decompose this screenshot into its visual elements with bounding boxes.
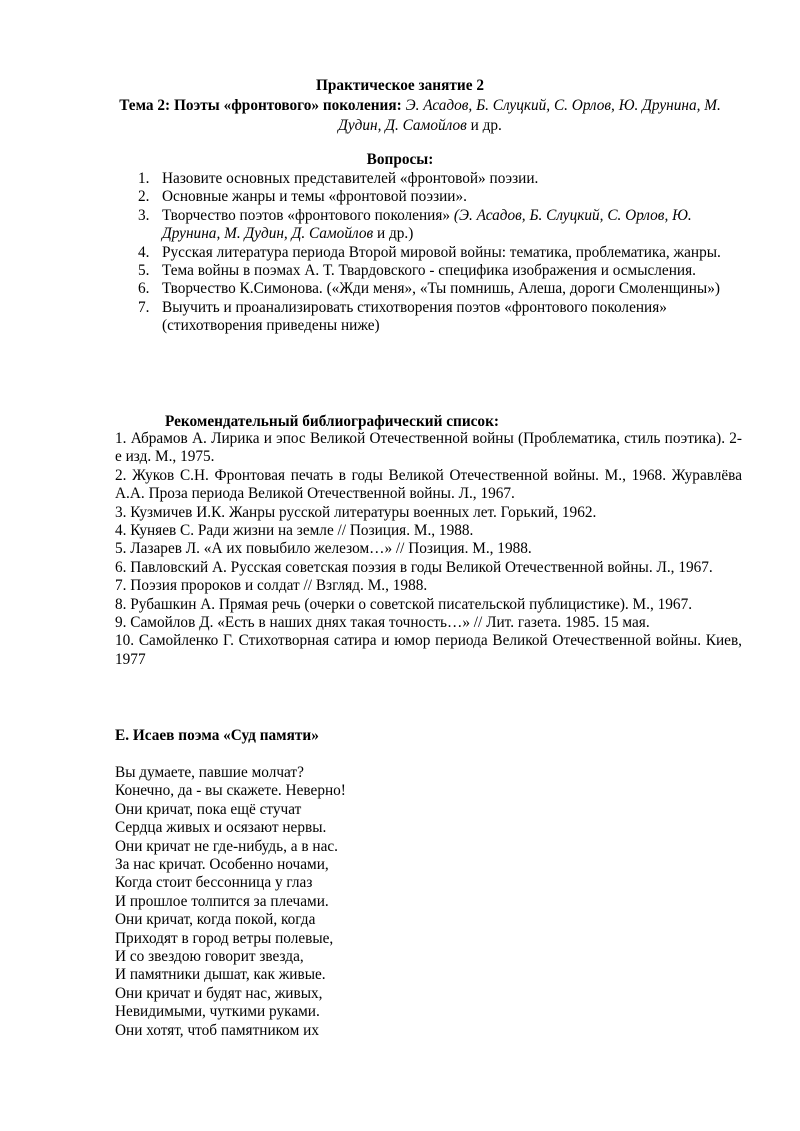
poem-line: И памятники дышат, как живые. (115, 966, 326, 984)
bibliography-heading: Рекомендательный библиографический список: (165, 413, 499, 430)
bibliography-item: 5. Лазарев Л. «А их повыбило железом…» // Позиция. М., 1988. (115, 540, 532, 558)
topic-line (100, 96, 740, 136)
poem-line: И со звездою говорит звезда, (115, 948, 304, 966)
question-item (128, 299, 738, 336)
poem-line: Сердца живых и осязают нервы. (115, 819, 327, 837)
question-text: Творчество поэтов «фронтового поколения» (162, 206, 454, 224)
page-title: Практическое занятие 2 (316, 77, 484, 94)
poem-line: Они кричат, когда покой, когда (115, 911, 316, 929)
question-item (128, 262, 738, 280)
question-text: Русская литература периода Второй мировой войны: тематика, проблематика, жанры. (162, 243, 721, 261)
question-text: Назовите основных представителей «фронтовой» поэзии. (162, 170, 539, 187)
question-text: Творчество К.Симонова. («Жди меня», «Ты помнишь, Алеша, дороги Смоленщины») (162, 280, 720, 298)
poem-line: Они кричат и будят нас, живых, (115, 984, 323, 1002)
poem-line: Вы думаете, павшие молчат? (115, 764, 304, 781)
bibliography-item: 2. Жуков С.Н. Фронтовая печать в годы Великой Отечественной войны. М., 1968. Журавлёва А.А. Проза периода Великой Отечественной войны. Л., 1967. (115, 466, 742, 503)
question-text: Основные жанры и темы «фронтовой поэзии». (162, 188, 467, 206)
questions-list (128, 170, 738, 336)
poem-line: Конечно, да - вы скажете. Неверно! (115, 782, 346, 800)
topic-poets: Э. Асадов, Б. Слуцкий, С. Орлов, Ю. Друнина, М. Дудин, Д. Самойлов (338, 97, 721, 134)
bibliography-item: 8. Рубашкин А. Прямая речь (очерки о советской писательской публицистике). М., 1967. (115, 595, 693, 613)
bibliography-item: 3. Кузмичев И.К. Жанры русской литературы военных лет. Горький, 1962. (115, 503, 597, 521)
topic-label: Тема 2: Поэты «фронтового» поколения: (119, 97, 402, 114)
question-number: 7. (138, 298, 150, 316)
topic-tail: и др. (466, 117, 502, 134)
poem-line: Когда стоит бессонница у глаз (115, 874, 313, 892)
poem-line: Приходят в город ветры полевые, (115, 929, 334, 947)
question-number: 2. (138, 188, 150, 206)
bibliography-item: 1. Абрамов А. Лирика и эпос Великой Отечественной войны (Проблематика, стиль поэтика). 2-е изд. М., 1975. (115, 430, 742, 466)
poem-text (115, 764, 715, 1040)
question-number: 4. (138, 243, 150, 261)
bibliography-item: 10. Самойленко Г. Стихотворная сатира и юмор периода Великой Отечественной войны. Киев, 1977 (115, 632, 742, 668)
poem-line: Невидимыми, чуткими руками. (115, 1003, 320, 1021)
poem-line: И прошлое толпится за плечами. (115, 892, 329, 910)
question-item (128, 207, 738, 244)
question-text: Тема войны в поэмах А. Т. Твардовского - специфика изображения и осмысления. (162, 262, 696, 280)
bibliography-item: 6. Павловский А. Русская советская поэзия в годы Великой Отечественной войны. Л., 1967. (115, 558, 713, 576)
questions-heading: Вопросы: (366, 151, 434, 168)
question-item (128, 280, 738, 298)
bibliography-list (115, 430, 742, 669)
bibliography-item: 7. Поэзия пророков и солдат // Взгляд. М., 1988. (115, 577, 428, 595)
bibliography-item: 9. Самойлов Д. «Есть в наших днях такая точность…» // Лит. газета. 1985. 15 мая. (115, 614, 650, 632)
poem-heading: Е. Исаев поэма «Суд памяти» (115, 727, 319, 744)
question-item (128, 170, 738, 188)
question-number: 5. (138, 262, 150, 280)
question-number: 6. (138, 280, 150, 298)
question-number: 1. (138, 170, 150, 187)
poem-line: Они кричат, пока ещё стучат (115, 800, 302, 818)
question-item (128, 244, 738, 262)
poem-line: За нас кричат. Особенно ночами, (115, 856, 329, 874)
bibliography-item: 4. Куняев С. Ради жизни на земле // Позиция. М., 1988. (115, 522, 474, 540)
poem-line: Они хотят, чтоб памятником их (115, 1021, 319, 1039)
question-text: Выучить и проанализировать стихотворения поэтов «фронтового поколения» (стихотворения приведены ниже) (162, 298, 667, 335)
poem-line: Они кричат не где-нибудь, а в нас. (115, 837, 338, 855)
question-item (128, 188, 738, 206)
question-number: 3. (138, 206, 150, 224)
question-poets: (Э. Асадов, Б. Слуцкий, С. Орлов, Ю. Друнина, М. Дудин, Д. Самойлов (162, 206, 692, 243)
question-tail: и др.) (373, 225, 414, 243)
